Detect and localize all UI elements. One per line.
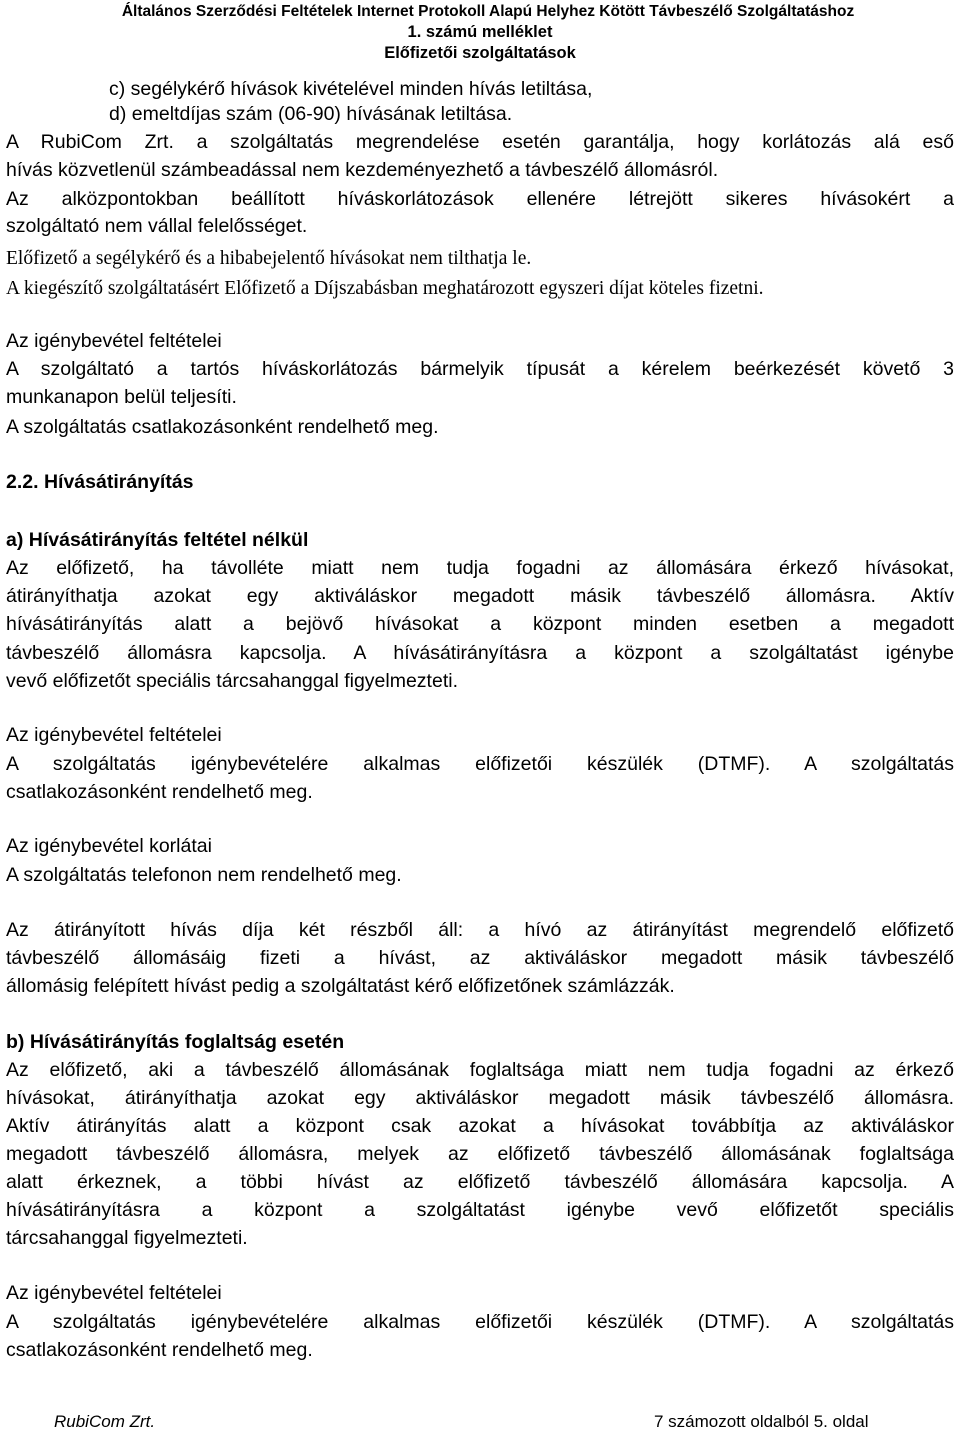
section-heading: 2.2. Hívásátirányítás (6, 471, 194, 493)
list-item-d: d) emeltdíjas szám (06-90) hívásának letiltása. (109, 103, 513, 125)
subheading: Az igénybevétel feltételei (6, 330, 222, 352)
section-label: Előfizetői szolgáltatások (384, 44, 576, 62)
paragraph-line: Az alközpontokban beállított híváskorlátozások ellenére létrejött sikeres hívásokért a (6, 188, 954, 210)
paragraph-line: A szolgáltatás igénybevételére alkalmas előfizetői készülék (DTMF). A szolgáltatás (6, 1311, 954, 1333)
paragraph-line: A RubiCom Zrt. a szolgáltatás megrendelése esetén garantálja, hogy korlátozás alá eső (6, 131, 954, 153)
paragraph-line: A szolgáltatás csatlakozásonként rendelhető meg. (6, 416, 439, 438)
paragraph-line: állomásig felépített hívást pedig a szolgáltatást kérő előfizetőnek számlázzák. (6, 975, 675, 997)
subsection-heading: b) Hívásátirányítás foglaltság esetén (6, 1031, 345, 1053)
paragraph-line: Az előfizető, ha távolléte miatt nem tudja fogadni az állomására érkező hívásokat, (6, 557, 954, 579)
subheading: Az igénybevétel korlátai (6, 835, 212, 857)
paragraph-line: A kiegészítő szolgáltatásért Előfizető a Díjszabásban meghatározott egyszeri díjat köteles fizetni. (6, 278, 764, 299)
paragraph-line: Aktív átirányítás alatt a központ csak azokat a hívásokat továbbítja az aktiváláskor (6, 1115, 954, 1137)
paragraph-line: A szolgáltatás igénybevételére alkalmas előfizetői készülék (DTMF). A szolgáltatás (6, 753, 954, 775)
paragraph-line: tárcsahanggal figyelmezteti. (6, 1227, 248, 1249)
paragraph-line: hívásátirányítás alatt a bejövő hívásokat a központ minden esetben a megadott (6, 613, 954, 635)
paragraph-line: Az előfizető, aki a távbeszélő állomásának foglaltsága miatt nem tudja fogadni az érkező (6, 1059, 954, 1081)
paragraph-line: megadott távbeszélő állomásra, melyek az előfizető távbeszélő állomásának foglaltsága (6, 1143, 954, 1165)
paragraph-line: vevő előfizetőt speciális tárcsahanggal figyelmezteti. (6, 670, 458, 692)
paragraph-line: átirányíthatja azokat egy aktiváláskor megadott másik távbeszélő állomásra. Aktív (6, 585, 954, 607)
subsection-heading: a) Hívásátirányítás feltétel nélkül (6, 529, 309, 551)
paragraph-line: munkanapon belül teljesíti. (6, 386, 237, 408)
paragraph-line: hívásokat, átirányíthatja azokat egy aktiváláskor megadott másik távbeszélő állomásra. (6, 1087, 954, 1109)
paragraph-line: csatlakozásonként rendelhető meg. (6, 1339, 313, 1361)
subheading: Az igénybevétel feltételei (6, 1282, 222, 1304)
paragraph-line: A szolgáltató a tartós híváskorlátozás bármelyik típusát a kérelem beérkezését követő 3 (6, 358, 954, 380)
paragraph-line: távbeszélő állomásra kapcsolja. A hívásátirányításra a központ a szolgáltatást igénybe (6, 642, 954, 664)
paragraph-line: Az átirányított hívás díja két részből áll: a hívó az átirányítást megrendelő előfizető (6, 919, 954, 941)
paragraph-line: alatt érkeznek, a többi hívást az előfizető távbeszélő állomására kapcsolja. A (6, 1171, 954, 1193)
paragraph-line: hívásátirányításra a központ a szolgáltatást igénybe vevő előfizetőt speciális (6, 1199, 954, 1221)
document-title: Általános Szerződési Feltételek Internet Protokoll Alapú Helyhez Kötött Távbeszélő Szolgáltatáshoz (121, 3, 855, 20)
footer-page-number: 7 számozott oldalból 5. oldal (654, 1412, 869, 1431)
paragraph-line: Előfizető a segélykérő és a hibabejelentő hívásokat nem tilthatja le. (6, 248, 532, 269)
subheading: Az igénybevétel feltételei (6, 724, 222, 746)
paragraph-line: A szolgáltatás telefonon nem rendelhető meg. (6, 864, 402, 886)
paragraph-line: távbeszélő állomásáig fizeti a hívást, az aktiváláskor megadott másik távbeszélő (6, 947, 954, 969)
annex-label: 1. számú melléklet (407, 23, 553, 41)
paragraph-line: szolgáltató nem vállal felelősséget. (6, 215, 308, 237)
list-item-c: c) segélykérő hívások kivételével minden hívás letiltása, (109, 78, 593, 100)
footer-company: RubiCom Zrt. (54, 1412, 156, 1431)
paragraph-line: csatlakozásonként rendelhető meg. (6, 781, 313, 803)
paragraph-line: hívás közvetlenül számbeadással nem kezdeményezhető a távbeszélő állomásról. (6, 159, 719, 181)
